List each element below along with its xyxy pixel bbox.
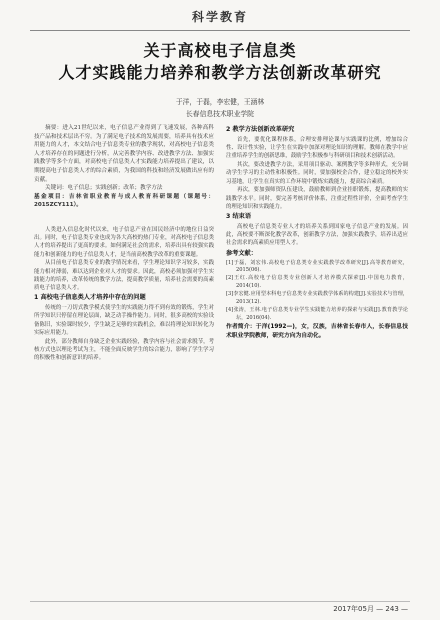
author-list: 于洋，于磊，李宏健，王涵林 [175, 98, 265, 106]
footer-divider [30, 601, 410, 602]
intro-paragraph-1: 人类进入信息化时代以来，电子信息产业在国民经济中的地位日益突出。同时，电子信息类专业也成为各大高校的热门专业，对高校电子信息类人才的培养提出了更高的要求。如何满足社会的需求，培养出具有较强实践能力和创新能力的电子信息类人才，是当前高校教学改革的重要课题。 [34, 227, 214, 258]
funding-label: 基金项目： [34, 193, 69, 200]
section-1-paragraph-1: 传统的一刀切式教学模式使学生的实践能力得不到有效的锻炼，学生对所学知识只停留在理论层面，缺乏动手操作能力。同时，很多高校的实验设备陈旧，实验课时较少，学生缺乏足够的实践机会，难以将理论知识转化为实际应用能力。 [34, 305, 214, 336]
article-title [40, 40, 400, 84]
section-2-paragraph-1: 首先，要优化课程体系，合理安排理论课与实践课的比例，增加综合性、设计性实验，让学生在实践中加深对理论知识的理解。教师在教学中应注重培养学生的创新思维，鼓励学生积极参与科研项目和技术创新活动。 [226, 137, 408, 160]
section-1-paragraph-2: 此外，部分教师自身缺乏企业实践经验，教学内容与社会需求脱节，考核方式也以理论考试为主，不能全面反映学生的综合能力，影响了学生学习的积极性和创新意识的培养。 [34, 338, 214, 362]
references-heading: 参考文献： [226, 249, 257, 257]
abstract-summary: 摘要：进入21世纪以来，电子信息产业得到了飞速发展，各种高科技产品和技术层出不穷。为了满足电子技术的发展需要，培养具有技术应用能力的人才，本文结合电子信息类专业的教学现状，对高校电子信息类人才培养存在的问题进行分析，从完善教学内容、改进教学方法、加强实践教学等多个方面，对高校电子信息类人才实践能力培养提出了建议，以期提高电子信息类人才的综合素质，为我国的科技和经济发展做出应有的贡献。 [34, 125, 214, 183]
section-1-heading: 1 高校电子信息类人才培养中存在的问题 [34, 294, 146, 302]
conclusion-paragraph: 高校电子信息类专业人才的培养关系到国家电子信息产业的发展。因此，高校要不断深化教学改革，创新教学方法，加强实践教学，培养出适应社会需求的高素质应用型人才。 [226, 224, 408, 247]
header-divider [30, 30, 410, 31]
author-bio: 作者简介：于洋(1992—)，女，汉族，吉林省长春市人，长春信息技术职业学院教师，研究方向为自动化。 [226, 323, 408, 339]
author-affiliation: 长春信息技术职业学院 [186, 110, 254, 118]
page-header [30, 6, 410, 28]
funding-text: 吉林省职业教育与成人教育科研课题（课题号：2015ZCY111）。 [34, 193, 214, 209]
reference-item: [4]张涛，王林.电子信息类专业学生实践能力培养的探索与实践[J].教育教学论坛，2016(04). [226, 306, 408, 321]
title-line-2: 人才实践能力培养和教学方法创新改革研究 [58, 63, 382, 82]
section-2-paragraph-3: 再次，要加强师资队伍建设，鼓励教师到企业挂职锻炼，提高教师的实践教学水平。同时，要完善考核评价体系，注重过程性评价，全面考查学生的理论知识和实践能力。 [226, 187, 408, 210]
right-column [226, 124, 408, 341]
section-label: 科学教育 [191, 10, 248, 24]
intro-paragraph-2: 从目前电子信息类专业的教学情况来看，学生理论知识学习较多，实践能力相对薄弱，难以达到企业对人才的要求。因此，高校必须加强对学生实践能力的培养，改革传统的教学方法，提高教学质量，培养社会需要的高素质电子信息类人才。 [34, 260, 214, 292]
reference-item: [2]王红.高校电子信息类专业创新人才培养模式探索[J].中国电力教育，2014(10). [226, 275, 408, 289]
keywords: 关键词：电子信息；实践创新；改革；教学方法 [45, 185, 163, 192]
reference-item: [3]李宏健.应用型本科电子信息类专业实践教学体系的构建[J].实验技术与管理，2013(12). [226, 291, 408, 305]
abstract-block [34, 124, 214, 210]
left-column [34, 226, 214, 363]
page-footer: 2017年05月 — 243 — [333, 605, 408, 613]
reference-item: [1]于磊，刘宏伟.高校电子信息类专业实践教学改革研究[J].高等教育研究，2015(06). [226, 259, 408, 274]
section-3-heading: 3 结束语 [226, 213, 252, 221]
section-2-heading: 2 教学方法创新改革研究 [226, 126, 295, 133]
title-line-1: 关于高校电子信息类 [143, 41, 297, 60]
funding-note [34, 193, 214, 210]
section-2-paragraph-2: 其次，要改进教学方法，采用项目驱动、案例教学等多种形式，充分调动学生学习的主动性和积极性。同时，要加强校企合作，建立稳定的校外实习基地，让学生在真实的工作环境中锻炼实践能力，提高综合素质。 [226, 162, 408, 185]
